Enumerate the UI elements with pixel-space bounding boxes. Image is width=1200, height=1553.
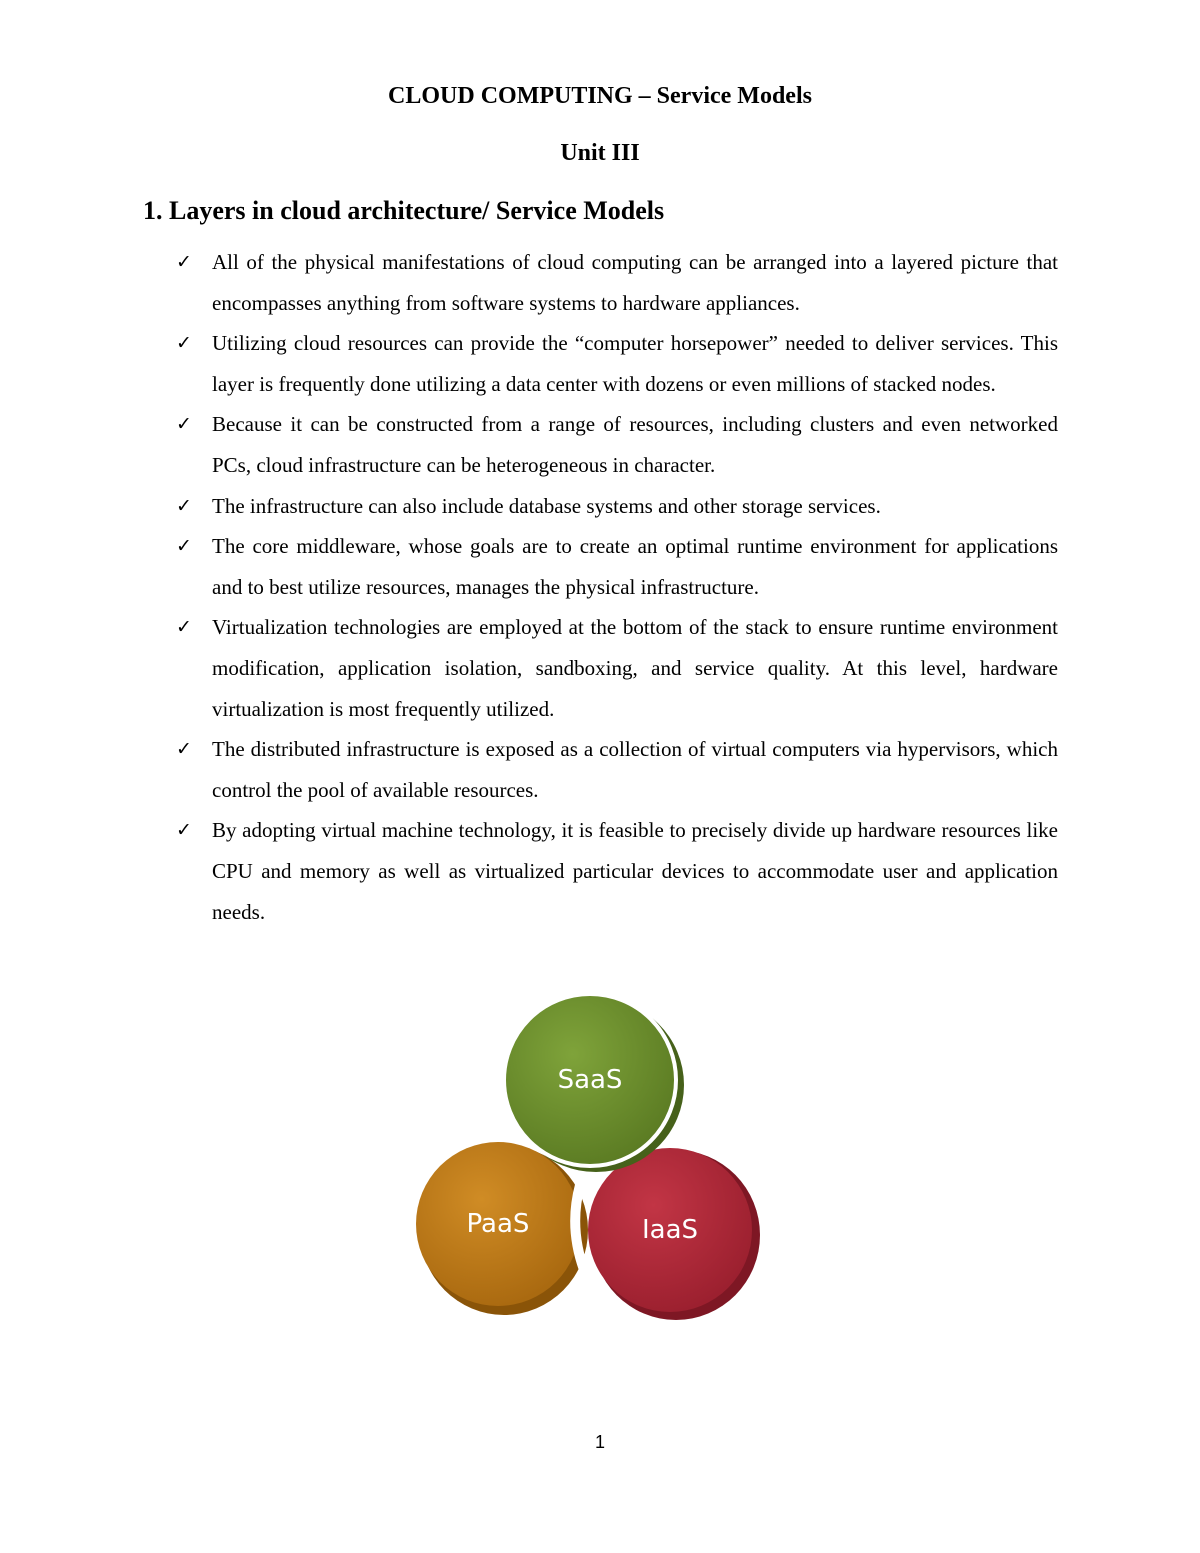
list-item: ✓ The core middleware, whose goals are to create an optimal runtime environment for applications and to best utilize resources, manages the physical infrastructure. bbox=[176, 526, 1058, 607]
list-item: ✓ Utilizing cloud resources can provide the “computer horsepower” needed to deliver services. This layer is frequently done utilizing a data center with dozens or even millions of stacked nodes. bbox=[176, 323, 1058, 404]
check-icon: ✓ bbox=[176, 251, 192, 273]
check-icon: ✓ bbox=[176, 616, 192, 639]
page-number: 1 bbox=[594, 1432, 605, 1452]
check-icon: ✓ bbox=[176, 738, 192, 761]
list-item: ✓ Virtualization technologies are employed at the bottom of the stack to ensure runtime environment modification, application isolation, sandboxing, and service quality. At this level, hardware virtualization is most frequently utilized. bbox=[176, 607, 1058, 729]
section-heading: 1. Layers in cloud architecture/ Service Models bbox=[143, 196, 665, 225]
list-item: ✓ Because it can be constructed from a range of resources, including clusters and even networked PCs, cloud infrastructure can be heterogeneous in character. bbox=[176, 404, 1058, 485]
check-icon: ✓ bbox=[176, 413, 192, 436]
list-item: ✓ All of the physical manifestations of cloud computing can be arranged into a layered picture that encompasses anything from software systems to hardware appliances. bbox=[176, 242, 1058, 323]
saas-label: SaaS bbox=[557, 1065, 623, 1095]
check-icon: ✓ bbox=[176, 332, 192, 355]
check-icon: ✓ bbox=[176, 819, 192, 842]
document-title: CLOUD COMPUTING – Service Models bbox=[388, 83, 812, 109]
list-item: ✓ The infrastructure can also include database systems and other storage services. bbox=[176, 486, 1058, 527]
list-item: ✓ By adopting virtual machine technology, it is feasible to precisely divide up hardware resources like CPU and memory as well as virtualized particular devices to accommodate user and application needs. bbox=[176, 810, 1058, 932]
check-icon: ✓ bbox=[176, 535, 192, 558]
service-models-svg bbox=[408, 990, 768, 1330]
service-models-diagram bbox=[408, 990, 768, 1330]
unit-label: Unit III bbox=[560, 140, 640, 166]
check-icon: ✓ bbox=[176, 494, 192, 517]
iaas-label: IaaS bbox=[641, 1215, 699, 1245]
bullet-list bbox=[176, 242, 1058, 932]
paas-label: PaaS bbox=[466, 1209, 530, 1239]
list-item: ✓ The distributed infrastructure is exposed as a collection of virtual computers via hypervisors, which control the pool of available resources. bbox=[176, 729, 1058, 810]
